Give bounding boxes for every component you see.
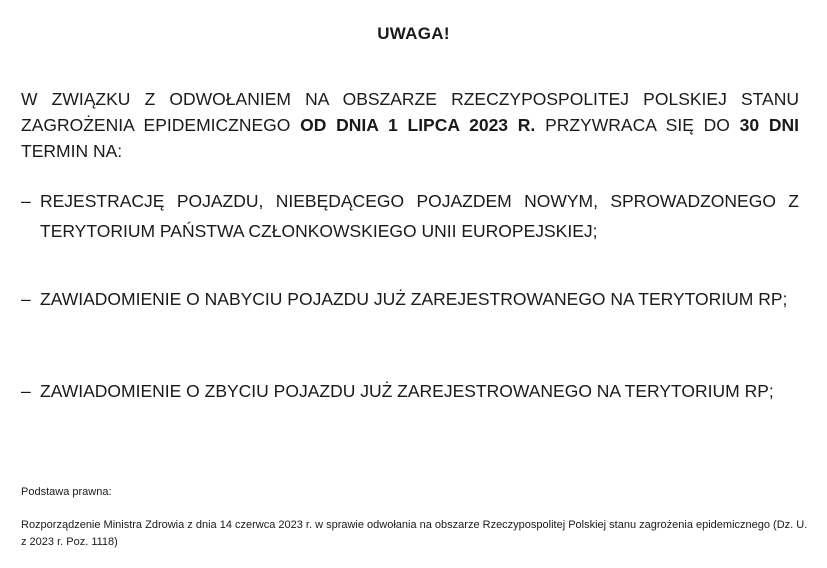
list-item-text: ZAWIADOMIENIE O ZBYCIU POJAZDU JUŻ ZAREJESTROWANEGO NA TERYTORIUM RP; <box>40 381 774 401</box>
notice-title: UWAGA! <box>377 24 450 43</box>
list-item-acquisition-notice <box>21 284 799 314</box>
list-dash: – <box>21 289 31 309</box>
intro-text-part-3: TERMIN NA: <box>21 141 123 161</box>
intro-text-part-1: W ZWIĄZKU Z ODWOŁANIEM NA OBSZARZE RZECZYPOSPOLITEJ POLSKIEJ STANU ZAGROŻENIA EPIDEMICZNEGO <box>21 89 799 135</box>
list-item-text: REJESTRACJĘ POJAZDU, NIEBĘDĄCEGO POJAZDEM NOWYM, SPROWADZONEGO Z TERYTORIUM PAŃSTWA CZŁONKOWSKIEGO UNII EUROPEJSKIEJ; <box>40 191 799 241</box>
legal-basis-label: Podstawa prawna: <box>21 486 112 498</box>
legal-basis-text: Rozporządzenie Ministra Zdrowia z dnia 14 czerwca 2023 r. w sprawie odwołania na obszarze Rzeczypospolitej Polskiej stanu zagrożenia epidemicznego (Dz. U. z 2023 r. Poz. 1118) <box>21 519 808 548</box>
intro-text-part-2: PRZYWRACA SIĘ DO <box>535 115 740 135</box>
intro-date-emphasis: OD DNIA 1 LIPCA 2023 R. <box>300 115 536 135</box>
intro-days-emphasis: 30 DNI <box>739 115 800 135</box>
list-dash: – <box>21 191 31 211</box>
list-dash: – <box>21 381 31 401</box>
list-item-registration <box>21 186 799 246</box>
list-item-text: ZAWIADOMIENIE O NABYCIU POJAZDU JUŻ ZAREJESTROWANEGO NA TERYTORIUM RP; <box>40 289 788 309</box>
notice-intro <box>21 86 799 164</box>
list-item-sale-notice <box>21 376 799 406</box>
